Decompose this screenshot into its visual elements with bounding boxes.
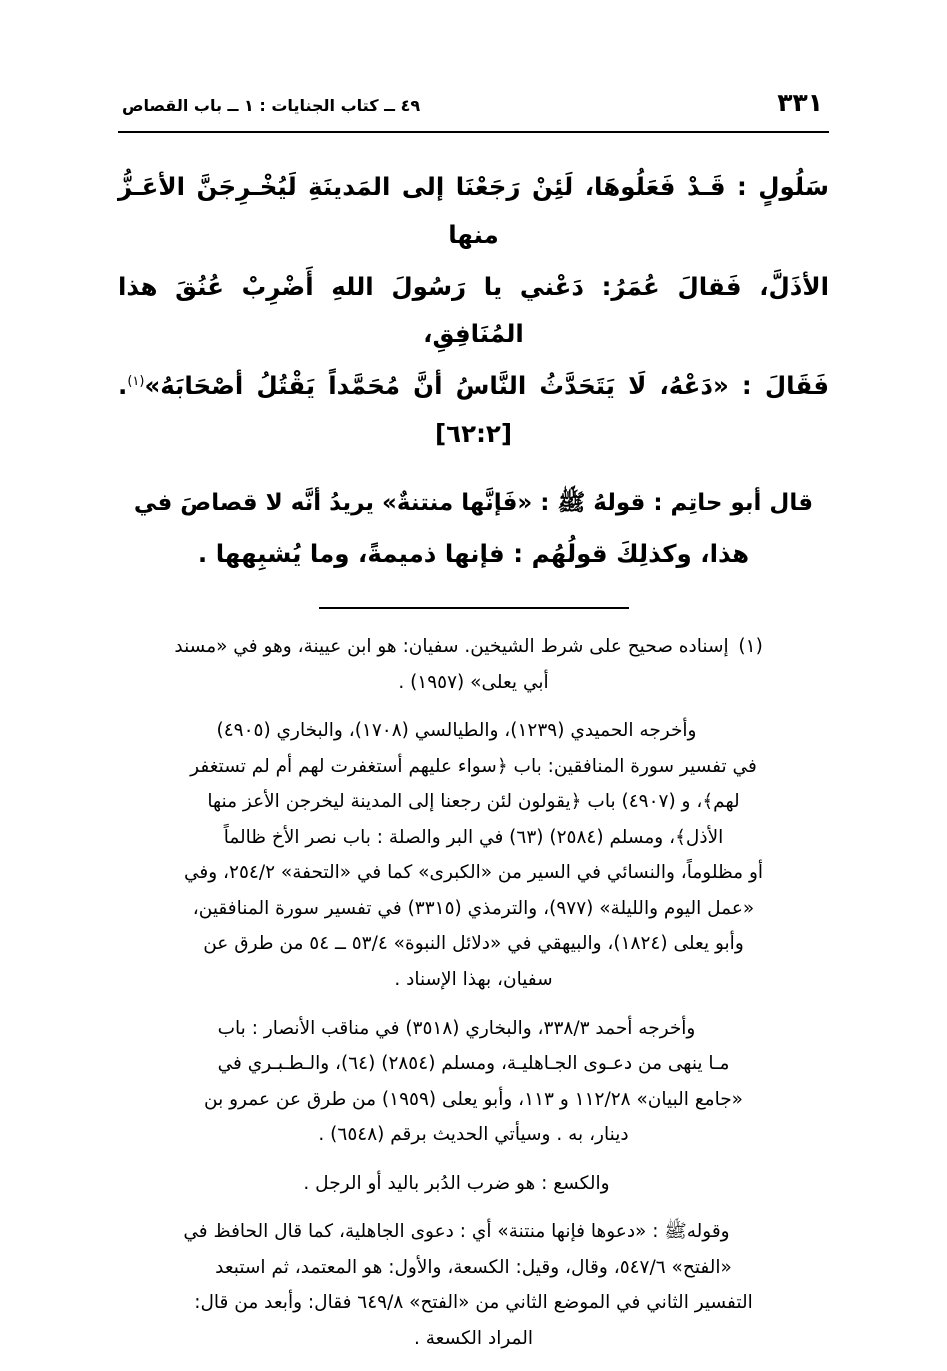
footnote-line: سفيان، بهذا الإسناد .: [394, 969, 553, 990]
footnote-line: والكسع : هو ضرب الدُبر باليد أو الرجل .: [303, 1172, 610, 1194]
footnote-line: أو مظلوماً، والنسائي في السير من «الكبرى» كما في «التحفة» ٢٥٤/٢، وفي: [183, 862, 764, 884]
footnote-item: [118, 1011, 829, 1153]
footnote-line: «عمل اليوم والليلة» (٩٧٧)، والترمذي (٣٣١٥) في تفسير سورة المنافقين،: [192, 897, 755, 919]
footnote-line: في تفسير سورة المنافقين: باب ﴿سواء عليهم أستغفرت لهم أم لم تستغفر: [190, 755, 757, 777]
footnote-item: [118, 713, 829, 997]
footnote-line: «الفتح» ٥٤٧/٦، وقال، وقيل: الكسعة، والأول: هو المعتمد، ثم استبعد: [215, 1256, 732, 1278]
body-line-with-ref: [118, 362, 829, 458]
body-line-tail: . [٦٢:٢]: [118, 371, 513, 448]
body-line-text: فَقَالَ : «دَعْهُ، لَا يَتَحَدَّثُ النَّاسُ أنَّ مُحَمَّداً يَقْتُلُ أصْحَابَهُ»: [144, 371, 829, 401]
footnote-item: [118, 1214, 829, 1356]
footnote-line: وأبو يعلى (١٨٢٤)، والبيهقي في «دلائل النبوة» ٥٣/٤ ــ ٥٤ من طرق عن: [203, 933, 744, 955]
footnote-line: مـا ينهى من دعـوى الجـاهليـة، ومسلم (٢٨٥٤) (٦٤)، والـطـبـري في: [217, 1053, 730, 1075]
footnote-ref-marker: (١): [127, 373, 145, 389]
footnote-separator-wrap: [118, 607, 829, 609]
footnote-line: «جامع البيان» ١١٢/٢٨ و ١١٣، وأبو يعلى (١٩٥٩) من طرق عن عمرو بن: [204, 1088, 743, 1110]
header-divider: [118, 131, 829, 133]
footnote-line: دينار، به . وسيأتي الحديث برقم (٦٥٤٨) .: [318, 1124, 629, 1146]
body-line: قال أبو حاتِم : قولهُ ﷺ : «فَإنَّها منتنةٌ» يريدُ أنَّه لا قصاصَ في: [133, 489, 814, 516]
footnote-line: لهم﴾، و (٤٩٠٧) باب ﴿يقولون لئن رجعنا إلى المدينة ليخرجن الأعز منها: [207, 791, 740, 813]
page-number: ٣٣١: [777, 88, 823, 117]
footnote-line: الأذل﴾، ومسلم (٢٥٨٤) (٦٣) في البر والصلة : باب نصر الأخ ظالماً: [223, 826, 724, 848]
header-title: ٤٩ ــ كتاب الجنايات : ١ ــ باب القصاص: [122, 96, 421, 115]
footnote-line: وأخرجه أحمد ٣٣٨/٣، والبخاري (٣٥١٨) في مناقب الأنصار : باب: [217, 1017, 696, 1039]
footnote-line-text: إسناده صحيح على شرط الشيخين. سفيان: هو ابن عيينة، وهو في «مسند: [174, 636, 729, 658]
footnote-number: (١): [738, 636, 763, 658]
footnote-first-line: [118, 629, 829, 665]
body-line: هذا، وكذلِكَ قولُهُم : فإنها ذميمةً، وما يُشبِهها .: [197, 538, 750, 568]
footnotes: [118, 629, 829, 1356]
footnote-line: أبي يعلى» (١٩٥٧) .: [398, 671, 549, 693]
body-line: سَلُولٍ : قَـدْ فَعَلُوهَا، لَئِنْ رَجَعْنَا إلى المَدينَةِ لَيُخْـرِجَنَّ الأعَـزُّ منها: [118, 172, 829, 249]
footnote-line: التفسير الثاني في الموضع الثاني من «الفتح» ٦٤٩/٨ فقال: وأبعد من قال:: [194, 1292, 753, 1314]
footnote-line: وقولهﷺ : «دعوها فإنها منتنة» أي : دعوى الجاهلية، كما قال الحافظ في: [183, 1221, 730, 1243]
footnote-line: وأخرجه الحميدي (١٢٣٩)، والطيالسي (١٧٠٨)، والبخاري (٤٩٠٥): [216, 720, 697, 742]
footnote-item: [118, 629, 829, 700]
footnote-line: المراد الكسعة .: [413, 1327, 534, 1349]
footnote-item: [118, 1166, 829, 1202]
main-text: [118, 163, 829, 577]
footnote-separator: [319, 607, 629, 609]
page-header: [118, 88, 829, 117]
body-line: الأذَلَّ، فَقالَ عُمَرُ: دَعْني يا رَسُولَ اللهِ أَضْرِبْ عُنُقَ هذا المُنَافِقِ،: [118, 271, 829, 349]
